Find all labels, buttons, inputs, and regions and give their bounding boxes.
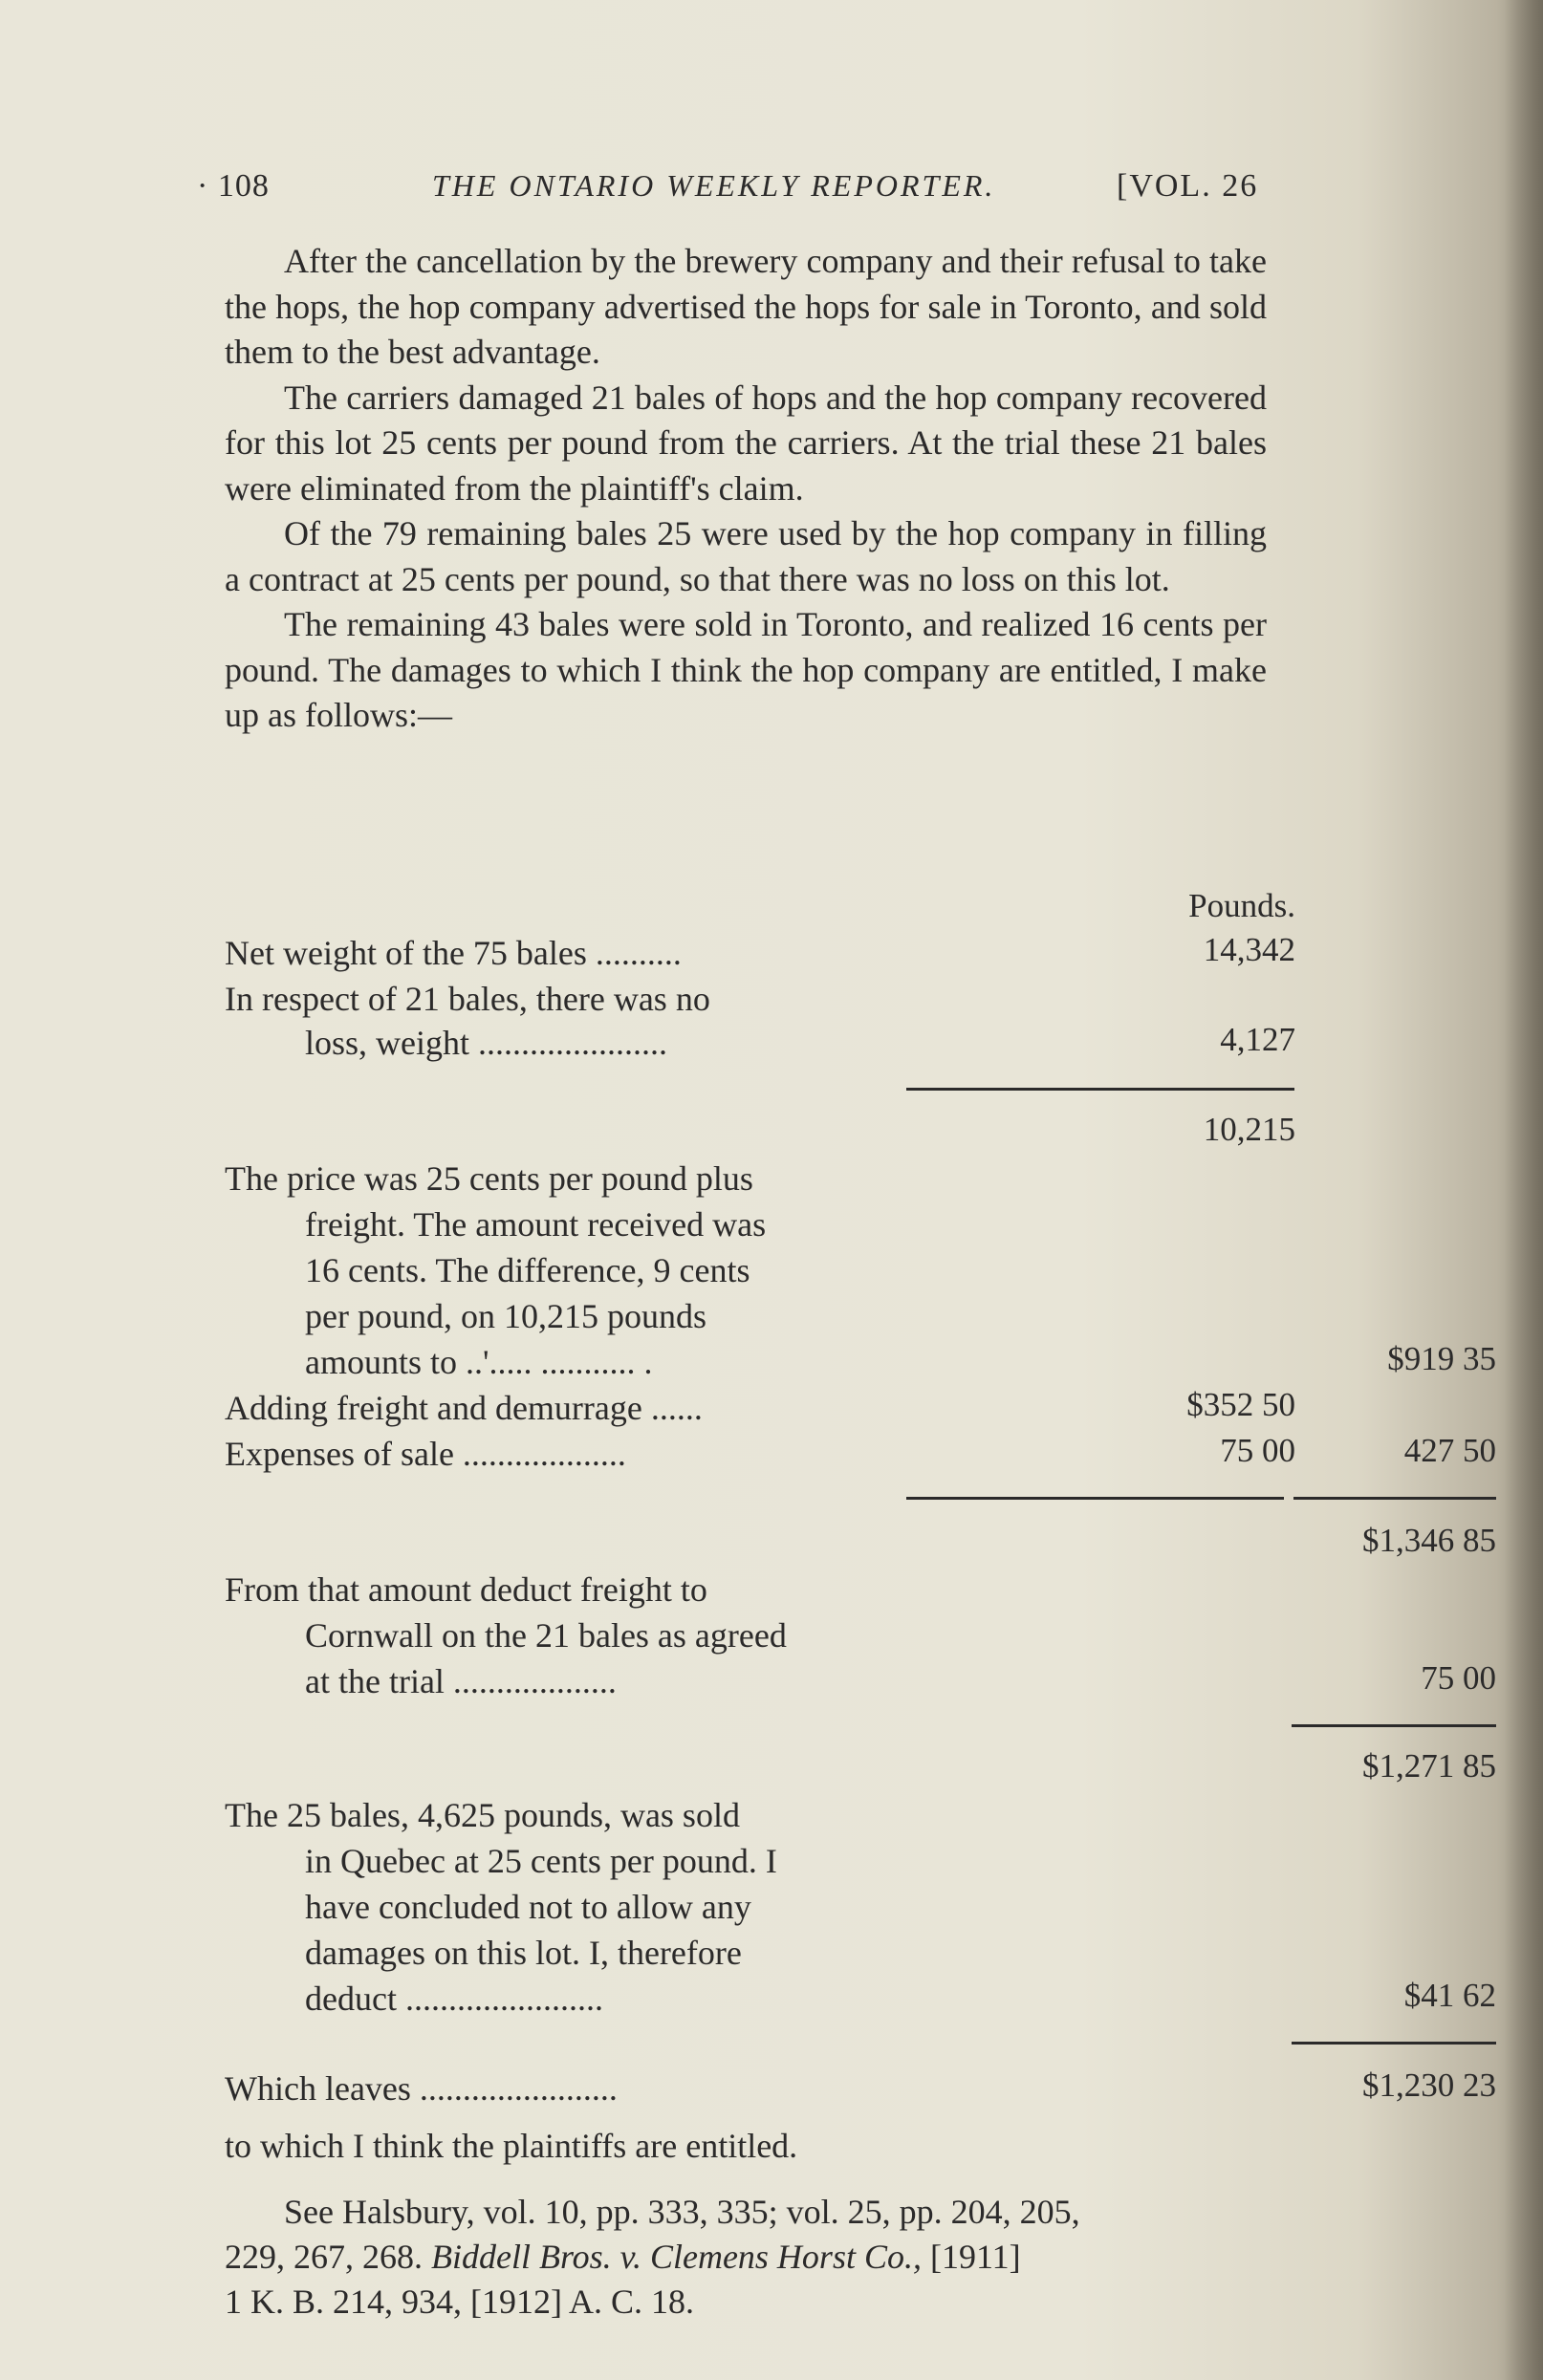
- row-freight-label: Adding freight and demurrage ......: [225, 1389, 703, 1427]
- row-quebec-line5: deduct .......................: [305, 1980, 603, 2018]
- pounds-column-heading: Pounds.: [1188, 887, 1295, 924]
- row-leaves-amount: $1,230 23: [1362, 2066, 1496, 2104]
- page-number: · 108: [197, 168, 270, 204]
- row-quebec-amount: $41 62: [1403, 1977, 1496, 2014]
- page-header: [0, 168, 1543, 216]
- row-price-line4: per pound, on 10,215 pounds: [305, 1297, 706, 1335]
- citation-line2-post: [1911]: [921, 2238, 1021, 2276]
- paragraph: Of the 79 remaining bales 25 were used by the hop company in filling a contract at 25 cents per pound, so that there was no loss on this lot.: [225, 514, 1267, 598]
- row-deduct-amount: 75 00: [1421, 1659, 1496, 1697]
- citation-line2-pre: 229, 267, 268.: [225, 2238, 431, 2276]
- row-price-amount: $919 35: [1387, 1340, 1496, 1377]
- sum2-rule: [1292, 1724, 1496, 1727]
- case-name: Biddell Bros. v. Clemens Horst Co.,: [431, 2238, 922, 2276]
- entitled-line: to which I think the plaintiffs are entitled.: [225, 2127, 798, 2165]
- row-no-loss-line1: In respect of 21 bales, there was no: [225, 980, 710, 1018]
- citation-line3: 1 K. B. 214, 934, [1912] A. C. 18.: [225, 2283, 695, 2321]
- citation-line1: See Halsbury, vol. 10, pp. 333, 335; vol. 25, pp. 204, 205,: [284, 2193, 1080, 2231]
- row-quebec-line4: damages on this lot. I, therefore: [305, 1934, 742, 1972]
- body-text: [225, 239, 1267, 739]
- sum2-amount: $1,271 85: [1362, 1747, 1496, 1785]
- row-deduct-line1: From that amount deduct freight to: [225, 1570, 707, 1609]
- row-deduct-line2: Cornwall on the 21 bales as agreed: [305, 1616, 787, 1655]
- row-no-loss-pounds: 4,127: [1220, 1021, 1295, 1058]
- running-title: THE ONTARIO WEEKLY REPORTER.: [432, 168, 996, 203]
- row-price-line3: 16 cents. The difference, 9 cents: [305, 1251, 750, 1289]
- paragraph: The remaining 43 bales were sold in Toronto, and realized 16 cents per pound. The damages to which I think the hop company are entitled, I make up as follows:—: [225, 605, 1267, 734]
- volume-label: [VOL. 26: [1117, 168, 1259, 204]
- page-edge-shadow: [1505, 0, 1543, 2380]
- row-expenses-total: 427 50: [1403, 1432, 1496, 1469]
- row-quebec-line2: in Quebec at 25 cents per pound. I: [305, 1842, 777, 1880]
- row-deduct-line3: at the trial ...................: [305, 1662, 617, 1700]
- closing-text: [225, 2127, 1267, 2325]
- damages-statement: [225, 887, 1496, 2130]
- row-net-weight-pounds: 14,342: [1203, 931, 1295, 968]
- paragraph: After the cancellation by the brewery company and their refusal to take the hops, the hop company advertised the hops for sale in Toronto, and sold them to the best advantage.: [225, 242, 1267, 371]
- row-expenses-label: Expenses of sale ...................: [225, 1435, 626, 1473]
- subtotal-pounds: 10,215: [1203, 1111, 1295, 1148]
- citation-line2: [225, 2235, 1267, 2280]
- row-price-line1: The price was 25 cents per pound plus: [225, 1159, 753, 1198]
- sum1-rule-left: [906, 1497, 1284, 1500]
- final-rule: [1292, 2042, 1496, 2045]
- row-no-loss-line2: loss, weight ......................: [305, 1024, 668, 1062]
- row-quebec-line1: The 25 bales, 4,625 pounds, was sold: [225, 1796, 740, 1834]
- row-price-line2: freight. The amount received was: [305, 1205, 767, 1244]
- sum1-amount: $1,346 85: [1362, 1522, 1496, 1559]
- row-leaves-label: Which leaves .......................: [225, 2069, 618, 2108]
- row-net-weight-label: Net weight of the 75 bales ..........: [225, 934, 682, 972]
- row-freight-amount: $352 50: [1186, 1386, 1295, 1423]
- paragraph: The carriers damaged 21 bales of hops and the hop company recovered for this lot 25 cents per pound from the carriers. At the trial these 21 bales were eliminated from the plaintiff's claim.: [225, 378, 1267, 508]
- row-quebec-line3: have concluded not to allow any: [305, 1888, 751, 1926]
- subtotal-rule: [906, 1088, 1294, 1091]
- row-price-line5: amounts to ..'..... ........... .: [305, 1343, 653, 1381]
- row-expenses-amount: 75 00: [1220, 1432, 1295, 1469]
- sum1-rule-right: [1293, 1497, 1496, 1500]
